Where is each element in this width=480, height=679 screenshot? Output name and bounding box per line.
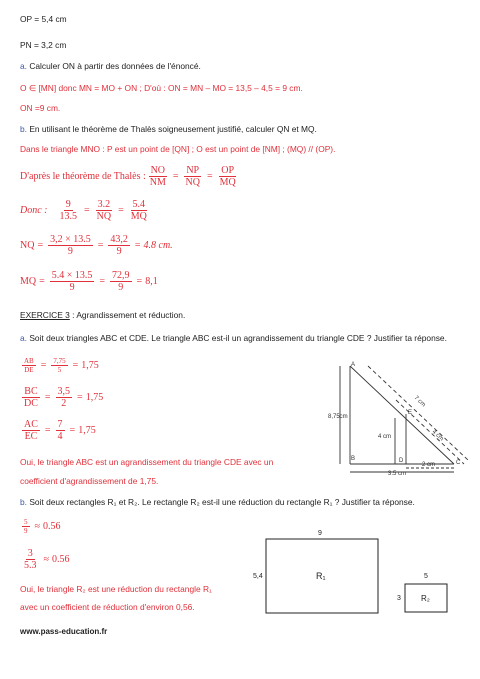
exercise-3-heading: [20, 310, 185, 321]
fraction-numerator: AC: [24, 419, 38, 430]
r2-width-label: 5: [424, 573, 428, 580]
fraction-denominator: 5.3: [24, 560, 37, 571]
question-a-text: Calculer ON à partir des données de l'énoncé.: [27, 61, 201, 71]
fraction-denominator: MQ: [130, 211, 147, 222]
question-3b-text: Soit deux rectangles R₁ et R₂. Le rectangle R₂ est-il une réduction du rectangle R₁ ? Justifier ta réponse.: [27, 497, 415, 507]
question-3b: [20, 497, 415, 508]
mq-result: 8,1: [145, 276, 158, 287]
answer-3a-line2: coefficient d'agrandissement de 1,75.: [20, 476, 159, 486]
fraction-numerator: 3,5: [57, 386, 71, 397]
donc-equation: Donc : $\frac{9}{13.5}$ = $\frac{3.2}{NQ}$ = $\frac{5.4}{MQ}$: [20, 199, 147, 222]
fraction-denominator: NQ: [96, 211, 112, 222]
fraction-numerator: BC: [24, 386, 38, 397]
vertex-label-c: C: [456, 460, 461, 466]
fraction-numerator: 72,9: [112, 270, 130, 281]
fraction-denominator: 9: [116, 246, 122, 257]
thales-label: D'après le théorème de Thalès :: [20, 171, 146, 182]
answer-b: Dans le triangle MNO : P est un point de [QN] ; O est un point de [NM] ; (MQ) // (OP).: [20, 144, 336, 154]
fraction-denominator: 9: [24, 527, 28, 535]
ratio-ab-de: $\frac{AB}{DE}$ = $\frac{7,75}{5}$ = 1,75: [24, 357, 99, 374]
nq-lhs: NQ: [20, 240, 35, 251]
rect-ratio-1: $\frac{5}{9}$ ≈ 0.56: [24, 518, 61, 535]
answer-a: O ∈ [MN] donc MN = MO + ON ; D'où : ON = MN – MO = 13,5 – 4,5 = 9 cm.: [20, 83, 303, 93]
triangles-figure: [328, 360, 473, 475]
r2-height-label: 3: [397, 595, 401, 602]
fraction-denominator: 13.5: [59, 211, 77, 222]
fraction-numerator: 3: [27, 548, 33, 559]
r1-height-label: 5,4: [253, 573, 263, 580]
question-3a: [20, 333, 447, 344]
fraction-numerator: AB: [24, 357, 34, 365]
rect-ratio-result: 0.56: [43, 521, 61, 532]
answer-3b-line2: avec un coefficient de réduction d'environ 0,56.: [20, 602, 195, 612]
question-3a-text: Soit deux triangles ABC et CDE. Le triangle ABC est-il un agrandissement du triangle CDE ? Justifier ta réponse.: [27, 333, 447, 343]
question-3a-prefix: a.: [20, 333, 27, 343]
fraction-numerator: 43,2: [110, 234, 128, 245]
question-b-prefix: b.: [20, 124, 27, 134]
fraction-denominator: 9: [118, 282, 124, 293]
ratio-ac-ec: $\frac{AC}{EC}$ = $\frac{7}{4}$ = 1,75: [24, 419, 96, 442]
donc-label: Donc :: [20, 205, 48, 216]
fraction-denominator: 9: [67, 246, 73, 257]
given-op: OP = 5,4 cm: [20, 14, 67, 24]
side-ac: [350, 366, 454, 464]
fraction-denominator: NQ: [185, 177, 200, 188]
fraction-denominator: DE: [24, 366, 34, 374]
fraction-denominator: 2: [61, 398, 67, 409]
mq-lhs: MQ: [20, 276, 37, 287]
answer-3b-line1: Oui, le triangle R₂ est une réduction du rectangle R₁: [20, 584, 212, 594]
fraction-numerator: NO: [150, 165, 166, 176]
vertex-label-e: E: [408, 410, 413, 416]
fraction-denominator: NM: [149, 177, 166, 188]
exercise-3-subtitle: : Agrandissement et réduction.: [69, 310, 186, 320]
thales-equation: D'après le théorème de Thalès : $\frac{NO}{NM}$ = $\frac{NP}{NQ}$ = $\frac{OP}{MQ}$: [20, 165, 236, 188]
label-base-3-5cm: 3,5 cm: [388, 471, 407, 475]
fraction-numerator: 5.4 × 13.5: [51, 270, 93, 281]
fraction-denominator: 5: [57, 366, 62, 374]
fraction-denominator: 4: [57, 431, 63, 442]
fraction-numerator: 3.2: [97, 199, 111, 210]
question-b-text: En utilisant le théorème de Thalès soigneusement justifié, calculer QN et MQ.: [27, 124, 317, 134]
fraction-numerator: 7,75: [53, 357, 66, 365]
question-a: [20, 61, 201, 72]
label-base-2cm: 2 cm: [422, 462, 436, 468]
footer-url[interactable]: www.pass-education.fr: [20, 627, 108, 636]
nq-result: 4.8 cm.: [143, 240, 173, 251]
mq-equation: MQ = $\frac{5.4 \times 13.5}{9}$ = $\frac{72,9}{9}$ = 8,1: [20, 270, 158, 293]
ratio-result: 1,75: [78, 425, 96, 436]
rect-ratio-result: 0.56: [52, 554, 70, 565]
r1-width-label: 9: [318, 530, 322, 537]
answer-on: ON =9 cm.: [20, 103, 61, 113]
fraction-denominator: 9: [69, 282, 75, 293]
label-hyp-7cm: 7 cm: [412, 395, 427, 409]
question-a-prefix: a.: [20, 61, 27, 71]
question-b: [20, 124, 317, 135]
fraction-numerator: 9: [65, 199, 71, 210]
nq-equation: NQ = $\frac{3,2 \times 13.5}{9}$ = $\frac{43,2}{9}$ = 4.8 cm.: [20, 234, 173, 257]
vertex-label-d: D: [399, 458, 404, 464]
fraction-numerator: NP: [186, 165, 200, 176]
fraction-numerator: 5: [24, 518, 28, 526]
rectangles-figure: [250, 527, 460, 617]
fraction-numerator: OP: [221, 165, 235, 176]
fraction-denominator: EC: [24, 431, 38, 442]
fraction-numerator: 5.4: [132, 199, 146, 210]
fraction-numerator: 7: [57, 419, 63, 430]
label-mid-length: 4 cm: [378, 434, 392, 440]
exercise-3-title: EXERCICE 3: [20, 310, 70, 320]
label-left-length: 8,75cm: [328, 414, 348, 420]
fraction-denominator: DC: [24, 398, 38, 409]
r2-label: R₂: [421, 594, 430, 603]
given-pn: PN = 3,2 cm: [20, 40, 67, 50]
vertex-label-b: B: [351, 456, 356, 462]
label-hyp-4cm: 4 cm: [430, 429, 445, 443]
ratio-bc-dc: $\frac{BC}{DC}$ = $\frac{3,5}{2}$ = 1,75: [24, 386, 104, 409]
dimension-line-7cm: [368, 366, 468, 460]
r1-label: R₁: [316, 571, 326, 581]
vertex-label-a: A: [351, 362, 356, 368]
ratio-result: 1,75: [85, 392, 104, 403]
ratio-result: 1,75: [81, 360, 99, 371]
question-3b-prefix: b.: [20, 497, 27, 507]
answer-3a-line1: Oui, le triangle ABC est un agrandissement du triangle CDE avec un: [20, 457, 274, 467]
fraction-numerator: 3,2 × 13.5: [50, 234, 91, 245]
fraction-denominator: MQ: [219, 177, 236, 188]
rect-ratio-2: $\frac{3}{5.3}$ ≈ 0.56: [24, 548, 70, 571]
